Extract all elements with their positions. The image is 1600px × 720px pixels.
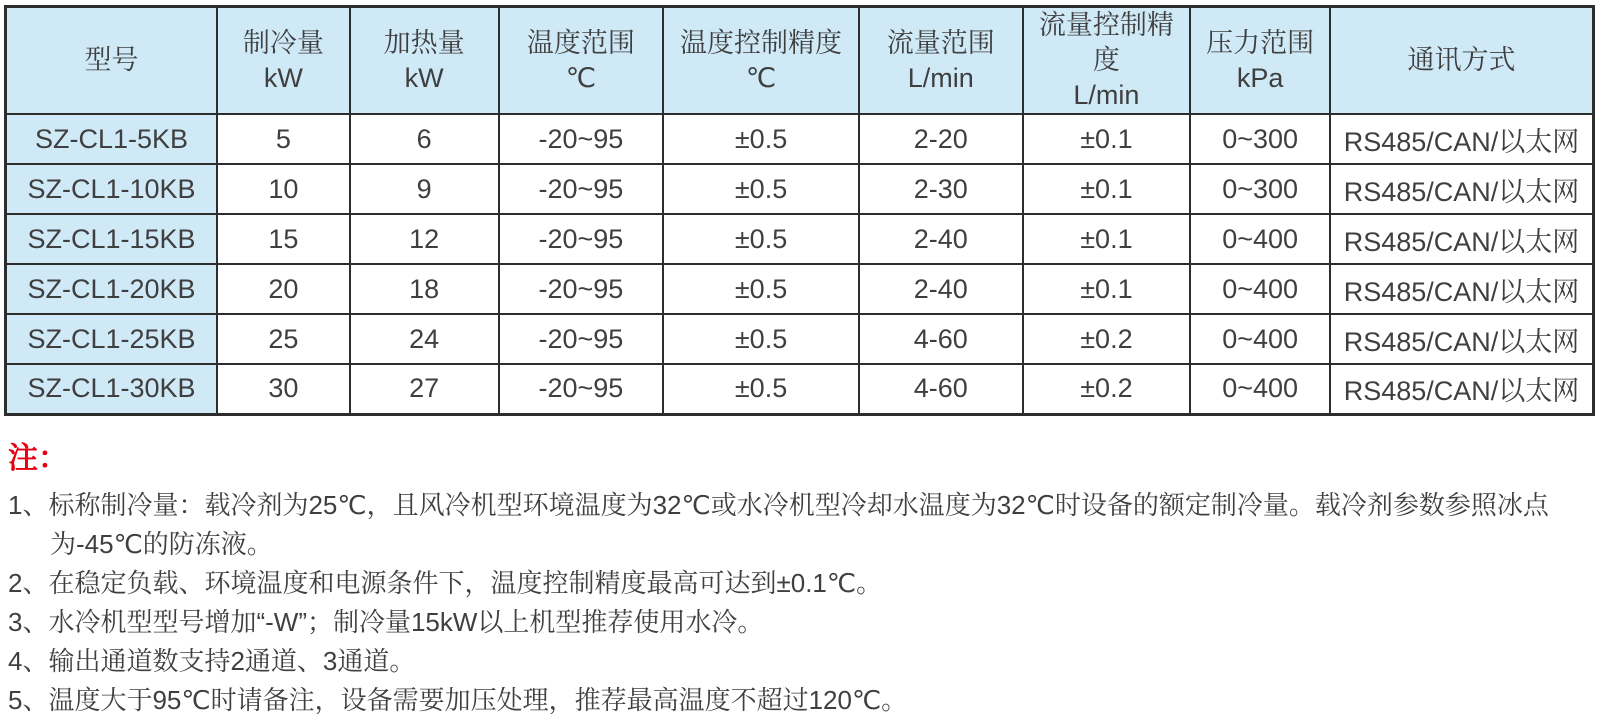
value-cell: 2-40 [859,214,1023,264]
value-cell: 30 [217,364,350,414]
note-item: 4、输出通道数支持2通道、3通道。 [8,645,416,676]
value-cell: 27 [350,364,499,414]
table-row [6,214,1594,264]
value-cell: RS485/CAN/以太网 [1330,314,1594,364]
value-cell: 0~300 [1190,164,1330,214]
value-cell: -20~95 [499,214,664,264]
value-cell: 18 [350,264,499,314]
model-cell: SZ-CL1-20KB [6,264,218,314]
column-label: 温度范围 [526,27,635,58]
column-label: 流量范围 [886,27,995,58]
column-label: 制冷量 [242,27,324,58]
table-row [6,264,1594,314]
value-cell: -20~95 [499,164,664,214]
value-cell: 5 [217,114,350,164]
model-cell: SZ-CL1-30KB [6,364,218,414]
value-cell: ±0.1 [1023,164,1191,214]
model-cell: SZ-CL1-15KB [6,214,218,264]
notes-section [4,416,1596,720]
note-item: 1、标称制冷量：载冷剂为25℃，且风冷机型环境温度为32℃或水冷机型冷却水温度为32℃时设备的额定制冷量。载冷剂参数参照冰点为-45℃的防冻液。 [8,489,1549,559]
table-row [6,314,1594,364]
value-cell: 4-60 [859,364,1023,414]
value-cell: ±0.5 [663,264,859,314]
column-unit: ℃ [565,62,597,93]
column-label: 加热量 [383,27,465,58]
notes-title: 注： [8,441,68,475]
column-header-8 [1330,7,1594,115]
value-cell: 9 [350,164,499,214]
column-header-1 [217,7,350,115]
value-cell: RS485/CAN/以太网 [1330,164,1594,214]
value-cell: 0~400 [1190,214,1330,264]
value-cell: ±0.2 [1023,314,1191,364]
table-row [6,164,1594,214]
value-cell: ±0.5 [663,164,859,214]
value-cell: RS485/CAN/以太网 [1330,114,1594,164]
value-cell: 0~400 [1190,364,1330,414]
value-cell: 10 [217,164,350,214]
value-cell: 2-40 [859,264,1023,314]
value-cell: 12 [350,214,499,264]
value-cell: 2-20 [859,114,1023,164]
value-cell: 20 [217,264,350,314]
value-cell: 0~400 [1190,264,1330,314]
value-cell: -20~95 [499,314,664,364]
note-item: 5、温度大于95℃时请备注，设备需要加压处理，推荐最高温度不超过120℃。 [8,684,908,715]
column-unit: kPa [1236,62,1284,93]
note-item: 2、在稳定负载、环境温度和电源条件下，温度控制精度最高可达到±0.1℃。 [8,567,883,598]
column-unit: L/min [907,62,974,93]
value-cell: 4-60 [859,314,1023,364]
column-header-3 [499,7,664,115]
model-cell: SZ-CL1-10KB [6,164,218,214]
column-unit: L/min [1073,80,1140,110]
table-header-row [6,7,1594,115]
column-label: 通讯方式 [1407,45,1516,75]
value-cell: 24 [350,314,499,364]
spec-table [4,5,1595,416]
value-cell: ±0.5 [663,114,859,164]
value-cell: ±0.5 [663,214,859,264]
column-header-0 [6,7,218,115]
value-cell: -20~95 [499,114,664,164]
column-label: 型号 [84,45,139,75]
table-row [6,364,1594,414]
column-label: 流量控制精度 [1038,10,1174,75]
value-cell: RS485/CAN/以太网 [1330,214,1594,264]
model-cell: SZ-CL1-5KB [6,114,218,164]
column-unit: kW [263,62,303,93]
column-unit: kW [404,62,444,93]
table-row [6,114,1594,164]
value-cell: 2-30 [859,164,1023,214]
value-cell: ±0.1 [1023,214,1191,264]
value-cell: 0~300 [1190,114,1330,164]
model-cell: SZ-CL1-25KB [6,314,218,364]
column-label: 温度控制精度 [680,27,843,58]
value-cell: RS485/CAN/以太网 [1330,264,1594,314]
value-cell: ±0.1 [1023,264,1191,314]
note-item: 3、水冷机型型号增加“-W”；制冷量15kW以上机型推荐使用水冷。 [8,606,764,637]
value-cell: ±0.5 [663,314,859,364]
value-cell: ±0.2 [1023,364,1191,414]
value-cell: 6 [350,114,499,164]
column-unit: ℃ [745,62,777,93]
column-header-7 [1190,7,1330,115]
value-cell: ±0.5 [663,364,859,414]
column-label: 压力范围 [1206,27,1315,58]
notes-list [8,486,1590,720]
value-cell: -20~95 [499,364,664,414]
column-header-5 [859,7,1023,115]
value-cell: 15 [217,214,350,264]
value-cell: 25 [217,314,350,364]
column-header-6 [1023,7,1191,115]
value-cell: -20~95 [499,264,664,314]
value-cell: 0~400 [1190,314,1330,364]
column-header-2 [350,7,499,115]
column-header-4 [663,7,859,115]
value-cell: ±0.1 [1023,114,1191,164]
value-cell: RS485/CAN/以太网 [1330,364,1594,414]
